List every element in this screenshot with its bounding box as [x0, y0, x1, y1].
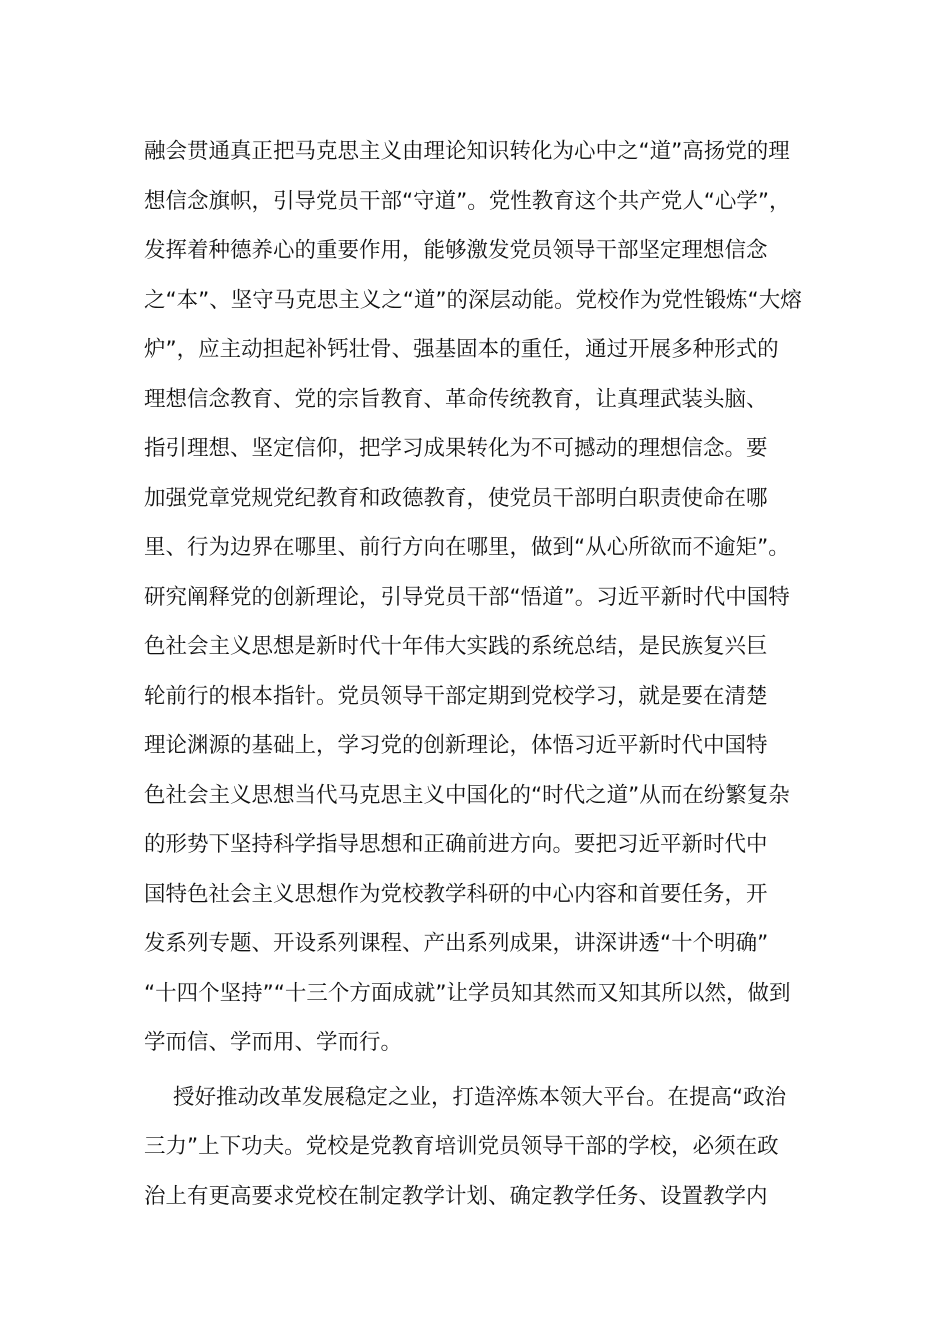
text-line: 发系列专题、开设系列课程、产出系列成果，讲深讲透“十个明确”	[144, 931, 769, 956]
text-line: 理论渊源的基础上，学习党的创新理论，体悟习近平新时代中国特	[144, 733, 768, 758]
text-line: 三力”上下功夫。党校是党教育培训党员领导干部的学校，必须在政	[144, 1134, 779, 1159]
text-line: 指引理想、坚定信仰，把学习成果转化为不可撼动的理想信念。要	[144, 436, 768, 461]
text-line: 理想信念教育、党的宗旨教育、革命传统教育，让真理武装头脑、	[144, 386, 768, 412]
text-line: 研究阐释党的创新理论，引导党员干部“悟道”。习近平新时代中国特	[144, 584, 790, 610]
text-line: 融会贯通真正把马克思主义由理论知识转化为心中之“道”高扬党的理	[144, 139, 790, 164]
text-line: 治上有更高要求党校在制定教学计划、确定教学任务、设置教学内	[144, 1183, 768, 1209]
text-line: 想信念旗帜，引导党员干部“守道”。党性教育这个共产党人“心学”，	[144, 188, 791, 214]
text-line: 炉”，应主动担起补钙壮骨、强基固本的重任，通过开展多种形式的	[144, 337, 779, 362]
text-line: 学而信、学而用、学而行。	[144, 1030, 403, 1055]
text-line: 国特色社会主义思想作为党校教学科研的中心内容和首要任务，开	[144, 881, 768, 907]
text-line: 的形势下坚持科学指导思想和正确前进方向。要把习近平新时代中	[144, 832, 768, 857]
text-line: 轮前行的根本指针。党员领导干部定期到党校学习，就是要在清楚	[144, 683, 768, 709]
text-line: 里、行为边界在哪里、前行方向在哪里，做到“从心所欲而不逾矩”。	[144, 535, 790, 560]
text-line: 色社会主义思想是新时代十年伟大实践的系统总结，是民族复兴巨	[144, 634, 768, 659]
text-line: 加强党章党规党纪教育和政德教育，使党员干部明白职责使命在哪	[144, 485, 768, 511]
text-line: “十四个坚持”“十三个方面成就”让学员知其然而又知其所以然，做到	[144, 980, 791, 1006]
text-line: 发挥着种德养心的重要作用，能够激发党员领导干部坚定理想信念	[144, 238, 768, 263]
paragraph-start-line: 授好推动改革发展稳定之业，打造淬炼本领大平台。在提高“政治	[173, 1084, 787, 1110]
body-text	[144, 127, 814, 1221]
text-line: 色社会主义思想当代马克思主义中国化的“时代之道”从而在纷繁复杂	[144, 782, 790, 808]
text-line: 之“本”、坚守马克思主义之“道”的深层动能。党校作为党性锻炼“大熔	[144, 287, 802, 313]
